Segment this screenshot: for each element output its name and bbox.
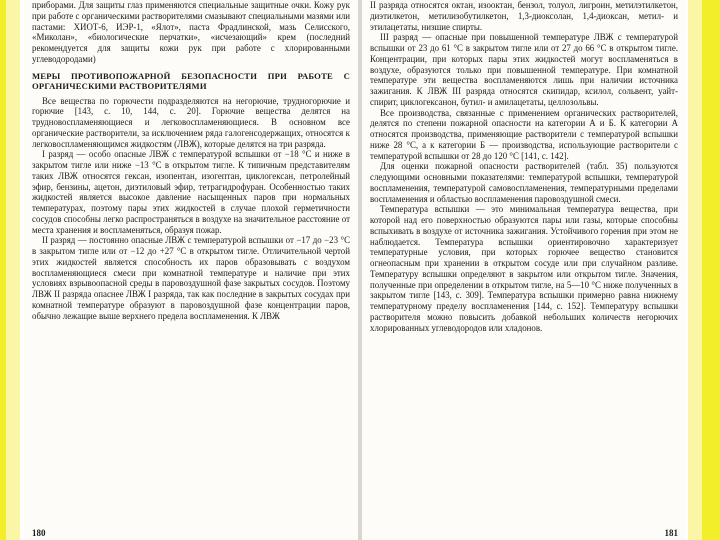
frame-stripe-right-outer: [702, 0, 720, 540]
right-page-text-column: [370, 0, 678, 526]
right-paragraph-category-three: III разряд — опасные при повышенной температуре ЛВЖ с температурой вспышки от 23 до 61 °С в закрытом тигле или от 27 до 66 °С в открытом тигле. Концентрации, при которых пары этих жидкостей могут воспламеняться в воздухе, образуются только при повышенной температуре. При комнатной температуре эти вещества воспламеняются лишь при наличии источника зажигания. К ЛВЖ III разряда относятся скипидар, ксилол, сольвент, уайт-спирит, циклогексанон, бутил- и амилацетаты, целлозольвы.: [370, 32, 678, 107]
right-page: [362, 0, 686, 540]
right-paragraph-hazard-indicators: Для оценки пожарной опасности растворителей (табл. 35) пользуются следующими основными показателями: температурой вспышки, температурой воспламенения, температурой самовоспламенения, температурными пределами воспламенения и областью воспламенения паровоздушной смеси.: [370, 161, 678, 204]
page-number-right: 181: [664, 528, 678, 538]
frame-stripe-right-inner: [688, 0, 702, 540]
left-paragraph-flammability-classes: Все вещества по горючести подразделяются на негорючие, трудногорючие и горючие [143, с. 10, 144, с. 20]. Горючие вещества делятся на трудновоспламеняющиеся и легковоспламеняющиеся. В основном все органические растворители, за исключением ряда галогенсодержащих, относятся к легковоспламеняющимся жидкостям (ЛВЖ), которые делятся на три разряда.: [32, 95, 350, 149]
section-heading-fire-safety: МЕРЫ ПРОТИВОПОЖАРНОЙ БЕЗОПАСНОСТИ ПРИ РАБОТЕ С ОРГАНИЧЕСКИМИ РАСТВОРИТЕЛЯМИ: [32, 70, 350, 91]
right-paragraph-production-categories: Все производства, связанные с применением органических растворителей, делятся по степени пожарной опасности на категории А и Б. К категории А относятся производства, применяющие растворители с температурой вспышки ниже 28 °С, а к категории Б — производства, использующие растворители с температурой вспышки от 28 до 120 °С [141, с. 142].: [370, 107, 678, 161]
right-paragraph-category-two-examples: II разряда относятся октан, изооктан, бензол, толуол, лигроин, метилэтилкетон, диэтилкетон, метилизобутилкетон, 1,3-диоксолан, 1,4-диоксан, метил- и этилацетаты, низшие спирты.: [370, 0, 678, 32]
left-paragraph-category-one: I разряд — особо опасные ЛВЖ с температурой вспышки от −18 °С и ниже в закрытом тигле или ниже −13 °С в открытом тигле. К типичным представителям таких ЛВЖ относятся гексан, изопентан, изогептан, циклогексан, петролейный эфир, бензины, ацетон, диэтиловый эфир, тетрагидрофуран. Особенностью таких жидкостей является высокое давление насыщенных паров при нормальных температурах, поэтому пары этих жидкостей в случае плохой герметичности сосудов способны легко распространяться в воздухе на значительное расстояние от места хранения и воспламеняться, образуя пожар.: [32, 149, 350, 235]
left-page-text-column: [32, 0, 350, 526]
right-paragraph-flash-point: Температура вспышки — это минимальная температура вещества, при которой над его поверхностью образуются пары или газы, которые способны вспыхивать в воздухе от источника зажигания. Устойчивого горения при этом не наблюдается. Температура вспышки ориентировочно характеризует температурные условия, при которых горючее вещество становится огнеопасным при хранении в открытом сосуде или при случайном разливе. Температуру вспышки определяют в закрытом или открытом тигле. Значения, полученные при определении в открытом тигле, на 5—10 °С ниже полученных в закрытом тигле [143, с. 309]. Температура вспышки примерно равна нижнему температурному пределу воспламенения [144, с. 152]. Температуру вспышки растворителя можно повысить добавкой небольших количеств негорючих хлорированных углеводородов или хладонов.: [370, 204, 678, 333]
left-paragraph-category-two: II разряд — постоянно опасные ЛВЖ с температурой вспышки от −17 до −23 °С в закрытом тигле или от −12 до +27 °С в открытом тигле. Отличительной чертой этих жидкостей является способность их паров образовывать с воздухом воспламеняющиеся смеси при комнатной температуре и наличие при этих условиях взрывоопасной среды в паровоздушной фазе закрытых сосудов. Поэтому ЛВЖ II разряда опаснее ЛВЖ I разряда, так как последние в закрытых сосудах при комнатной температуре образуют в паровоздушной фазе концентрации паров, обычно лежащие выше верхнего предела воспламенения. К ЛВЖ: [32, 235, 350, 321]
frame-stripe-left-inner: [6, 0, 20, 540]
left-page: [24, 0, 358, 540]
left-paragraph-protective-pastes: приборами. Для защиты глаз применяются специальные защитные очки. Кожу рук при работе с органическими растворителями смазывают специальными мазями или пастами: ХИОТ-6, ИЭР-1, «Ялот», паста Фрадлинской, мазь Селисского, «Миколан», «биологические перчатки», «исчезающий» крем (последний рекомендуется для защиты кожи рук при работе с хлорированными углеводородами): [32, 0, 350, 64]
page-number-left: 180: [32, 528, 46, 538]
